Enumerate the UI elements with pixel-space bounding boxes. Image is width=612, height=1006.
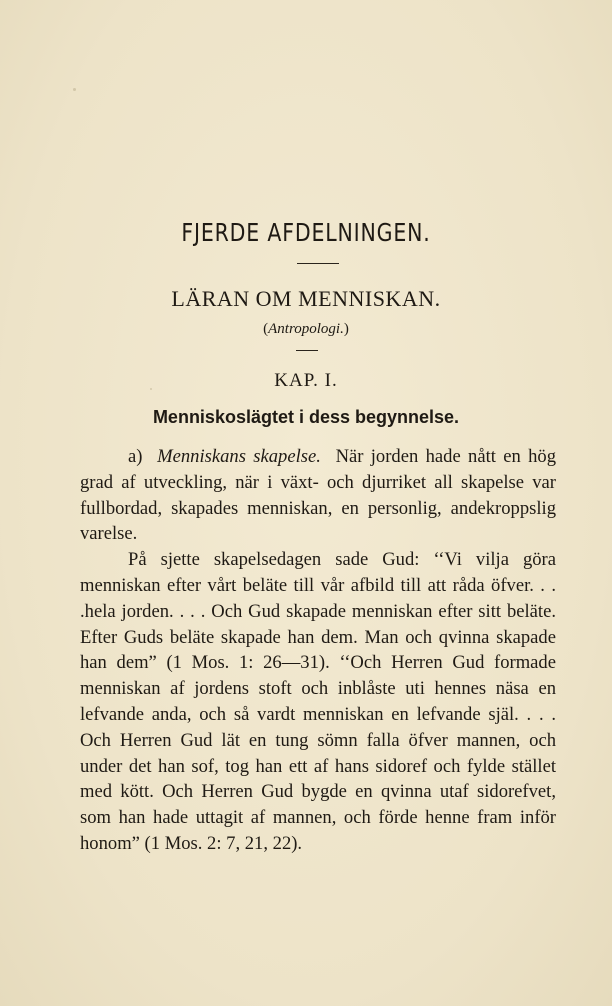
body-text [80,444,556,857]
doctrine-subtitle: (Antropologi.) [263,321,349,337]
paragraph-1-text: När jorden hade nått en hög grad af utveckling, när i växt- och djurriket all skapelse var fullbordad, skapades menniskan, en personlig, andekroppslig varelse. [80,446,556,545]
paragraph-1 [80,444,556,547]
chapter-heading: Menniskoslägtet i dess begynnelse. [152,407,460,427]
subtitle-divider [296,350,318,351]
doctrine-title: LÄRAN OM MENNISKAN. [171,286,441,311]
doctrine-subtitle-text: Antropologi. [268,321,344,337]
part-title: FJERDE AFDELNINGEN. [181,218,431,247]
paragraph-2: På sjette skapelsedagen sade Gud: ‘‘Vi vilja göra menniskan efter vårt beläte till vår afbild till att råda öfver. . . .hela jorden. . . . Och Gud skapade menniskan efter sitt beläte. Efter Guds beläte skapade han dem. Man och qvinna skapade han dem” (1 Mos. 1: 26—31). ‘‘Och Herren Gud formade menniskan af jordens stoft och inblåste uti hennes näsa en lefvande anda, och så vardt menniskan en lefvande själ. . . . Och Herren Gud lät en tung sömn falla öfver mannen, och under det han sof, tog han ett af hans sidoref och fylde stället med kött. Och Herren Gud bygde en qvinna utaf sidorefvet, som han hade uttagit af mannen, och förde henne fram inför honom” (1 Mos. 2: 7, 21, 22). [80,549,556,854]
section-label: a) [128,446,143,467]
chapter-number: KAP. I. [274,370,338,391]
section-title: Menniskans skapelse. [157,446,321,467]
paper-speck [73,88,76,91]
title-divider [297,263,339,264]
